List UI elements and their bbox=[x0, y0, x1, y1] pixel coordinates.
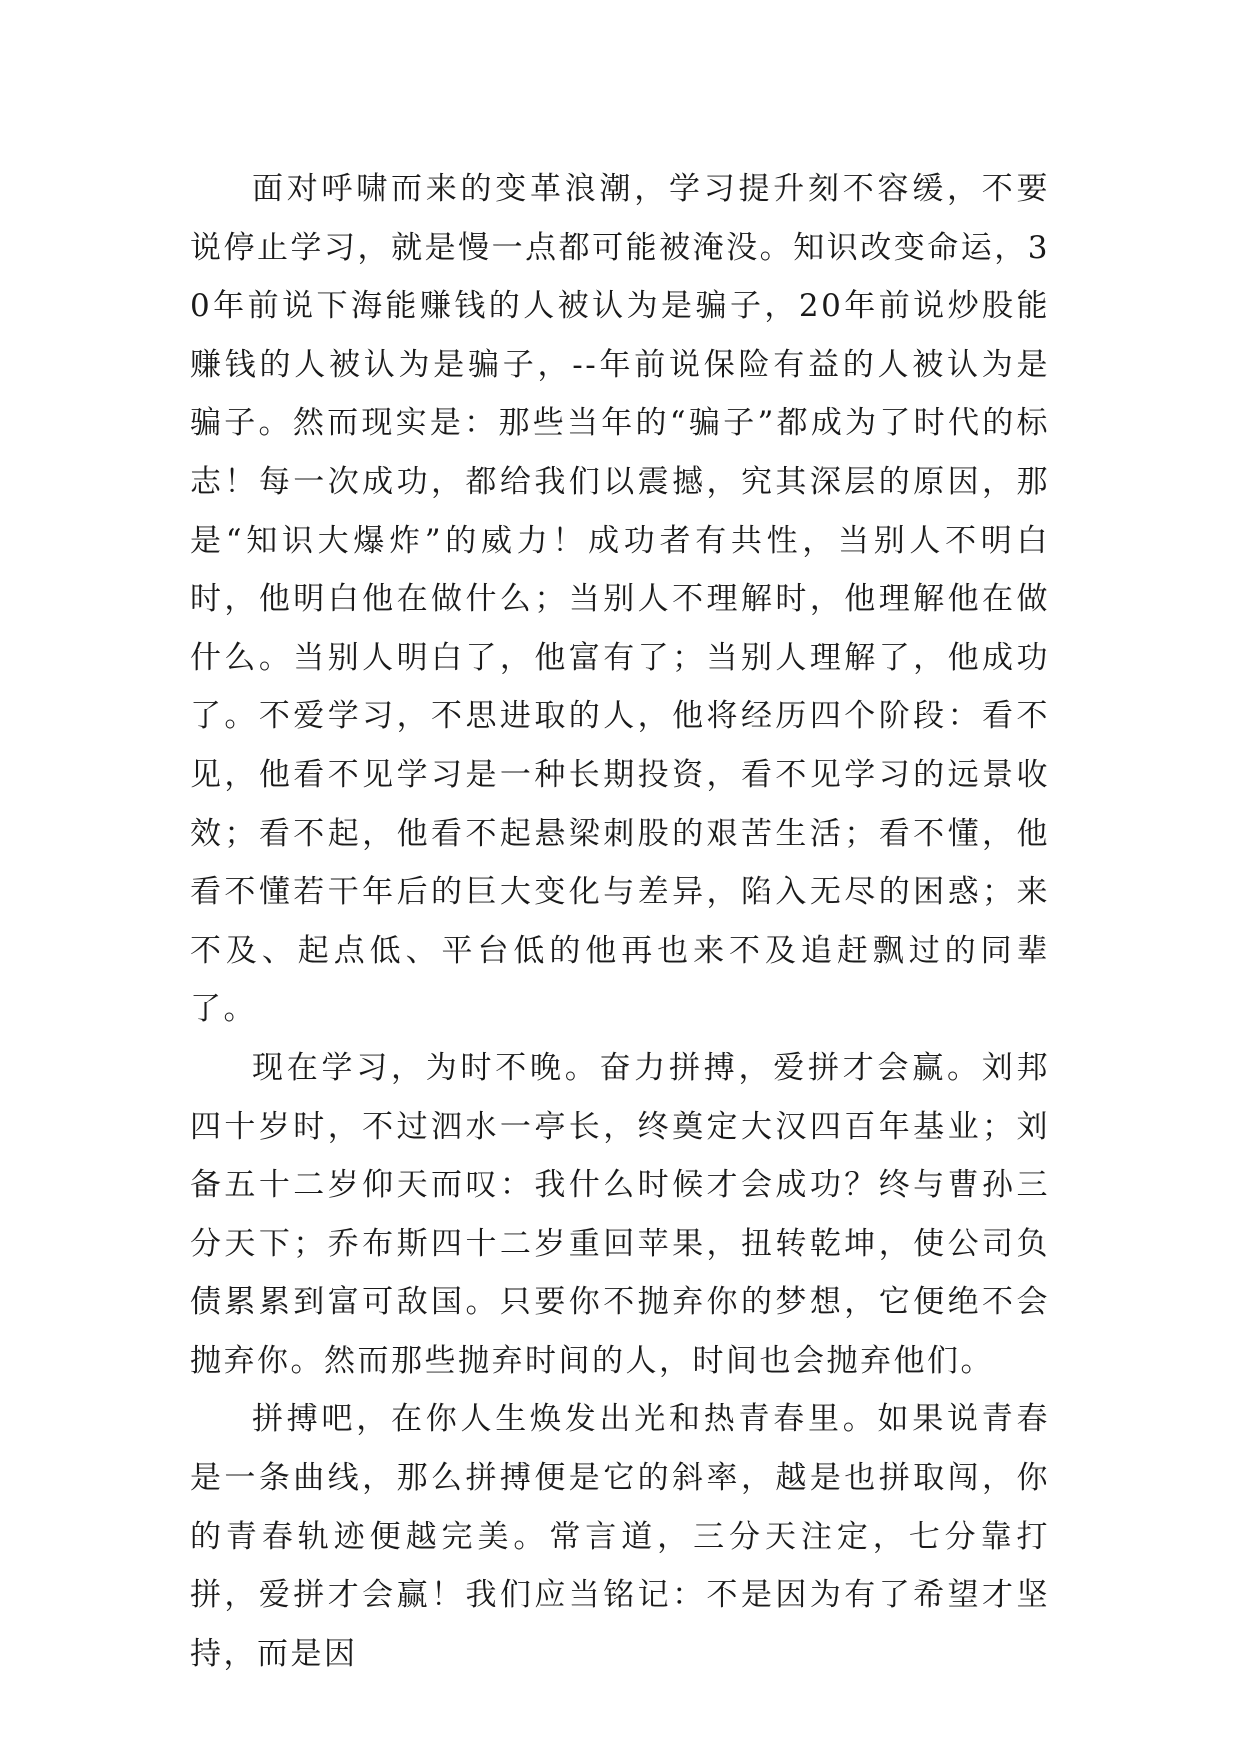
document-body bbox=[190, 160, 1050, 1683]
paragraph-2: 现在学习，为时不晚。奋力拼搏，爱拼才会赢。刘邦四十岁时，不过泗水一亭长，终奠定大汉四百年基业；刘备五十二岁仰天而叹：我什么时候才会成功？终与曹孙三分天下；乔布斯四十二岁重回苹果，扭转乾坤，使公司负债累累到富可敌国。只要你不抛弃你的梦想，它便绝不会抛弃你。然而那些抛弃时间的人，时间也会抛弃他们。 bbox=[190, 1049, 1050, 1379]
paragraph-1: 面对呼啸而来的变革浪潮，学习提升刻不容缓，不要说停止学习，就是慢一点都可能被淹没。知识改变命运，30年前说下海能赚钱的人被认为是骗子，20年前说炒股能赚钱的人被认为是骗子，--年前说保险有益的人被认为是骗子。然而现实是：那些当年的“骗子”都成为了时代的标志！每一次成功，都给我们以震撼，究其深层的原因，那是“知识大爆炸”的威力！成功者有共性，当别人不明白时，他明白他在做什么；当别人不理解时，他理解他在做什么。当别人明白了，他富有了；当别人理解了，他成功了。不爱学习，不思进取的人，他将经历四个阶段：看不见，他看不见学习是一种长期投资，看不见学习的远景收效；看不起，他看不起悬梁刺股的艰苦生活；看不懂，他看不懂若干年后的巨大变化与差异，陷入无尽的困惑；来不及、起点低、平台低的他再也来不及追赶飘过的同辈了。 bbox=[190, 171, 1050, 1028]
paragraph-3: 拼搏吧，在你人生焕发出光和热青春里。如果说青春是一条曲线，那么拼搏便是它的斜率，越是也拼取闯，你的青春轨迹便越完美。常言道，三分天注定，七分靠打拼，爱拼才会赢！我们应当铭记：不是因为有了希望才坚持，而是因 bbox=[190, 1401, 1050, 1672]
